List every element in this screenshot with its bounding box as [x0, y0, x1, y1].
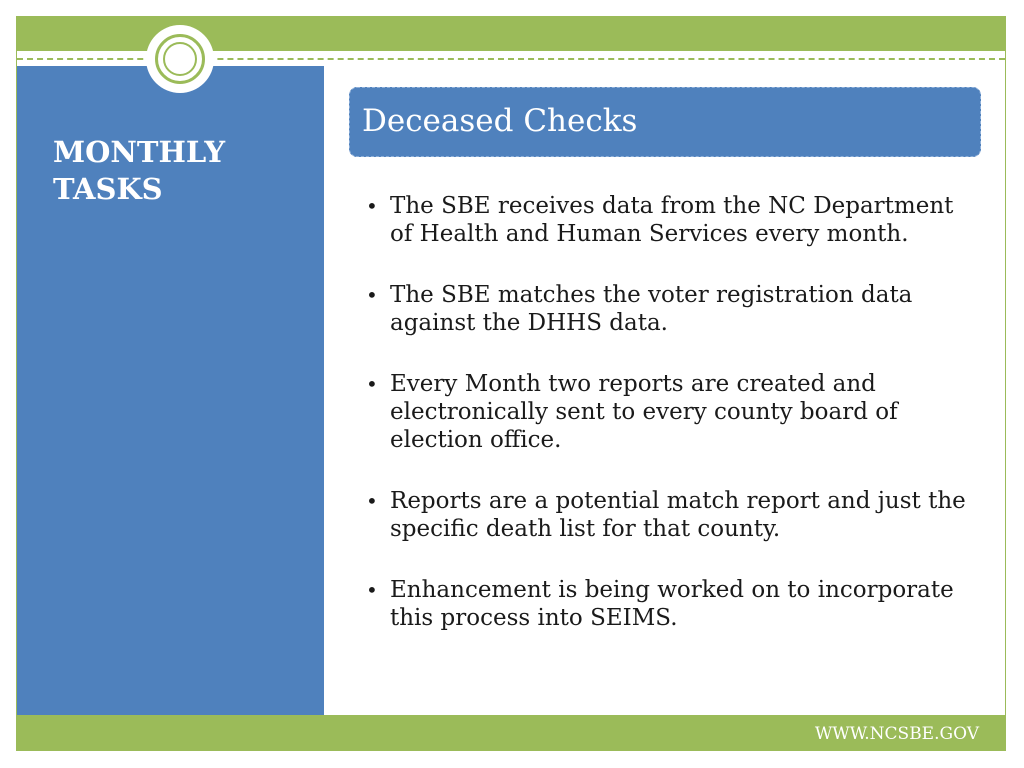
bullet-text: The SBE matches the voter registration data against the DHHS data. [390, 282, 913, 336]
title-banner [349, 87, 981, 157]
bullet-dot-icon: • [366, 578, 378, 602]
bullet-dot-icon: • [366, 283, 378, 307]
bullet-text: Reports are a potential match report and just the specific death list for that county. [390, 488, 966, 542]
bullet-item [366, 192, 971, 248]
bullet-item [366, 281, 971, 337]
bullet-dot-icon: • [366, 372, 378, 396]
slide-title: Deceased Checks [362, 103, 638, 139]
bullet-text: Enhancement is being worked on to incorporate this process into SEIMS. [390, 577, 954, 631]
bullet-text: Every Month two reports are created and electronically sent to every county board of election office. [390, 371, 898, 453]
circle-emblem-icon [146, 25, 214, 93]
bullet-dot-icon: • [366, 194, 378, 218]
bottom-accent-bar [17, 715, 1005, 750]
sidebar-title-line2: TASKS [53, 172, 163, 206]
bullet-list [366, 192, 971, 665]
bullet-item [366, 370, 971, 454]
bullet-item [366, 487, 971, 543]
sidebar-title [53, 134, 293, 208]
circle-ring [155, 34, 205, 84]
bullet-item [366, 576, 971, 632]
circle-inner [163, 42, 197, 76]
sidebar-title-line1: MONTHLY [53, 135, 226, 169]
bullet-dot-icon: • [366, 489, 378, 513]
footer-url: WWW.NCSBE.GOV [814, 724, 979, 744]
bullet-text: The SBE receives data from the NC Department of Health and Human Services every month. [390, 193, 954, 247]
